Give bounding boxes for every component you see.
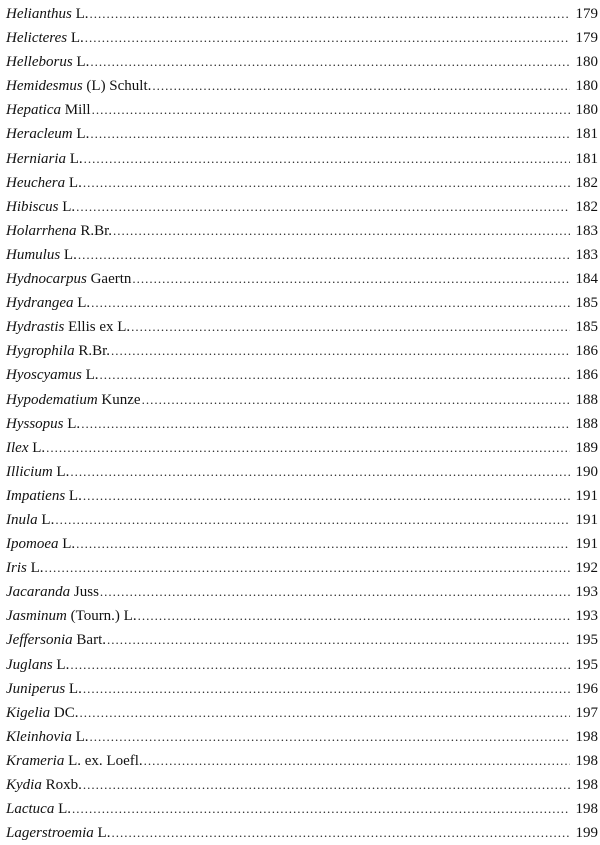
index-entry (6, 701, 598, 725)
entry-name (6, 677, 82, 701)
entry-name (6, 98, 91, 122)
page-number: 195 (575, 656, 598, 673)
author-abbreviation: Kunze (101, 391, 141, 408)
page-number: 183 (575, 246, 598, 263)
dot-leader (55, 508, 570, 532)
dot-leader (70, 653, 570, 677)
index-list (6, 2, 598, 845)
entry-name (6, 725, 89, 749)
author-abbreviation: (L) Schult. (86, 78, 152, 95)
index-entry (6, 122, 598, 146)
page-number: 191 (575, 511, 598, 528)
entry-name (6, 628, 106, 652)
genus-name: Hyoscyamus (6, 367, 82, 384)
genus-name: Helleborus (6, 54, 73, 71)
dot-leader (80, 701, 570, 725)
index-entry (6, 339, 598, 363)
genus-name: Heuchera (6, 174, 66, 191)
dot-leader (113, 219, 570, 243)
entry-name (6, 412, 80, 436)
page-number: 188 (575, 391, 598, 408)
genus-name: Hydnocarpus (6, 271, 87, 288)
index-entry (6, 2, 598, 26)
dot-leader (111, 821, 570, 845)
genus-name: Iris (6, 560, 27, 577)
genus-name: Ilex (6, 439, 29, 456)
index-entry (6, 26, 598, 50)
author-abbreviation: L. (41, 511, 55, 528)
entry-name (6, 122, 89, 146)
genus-name: Jeffersonia (6, 632, 73, 649)
genus-name: Kigelia (6, 704, 51, 721)
dot-leader (72, 797, 570, 821)
entry-name (6, 388, 141, 412)
entry-name (6, 363, 99, 387)
genus-name: Hemidesmus (6, 78, 83, 95)
page-number: 181 (575, 126, 598, 143)
dot-leader (91, 291, 570, 315)
page-number: 199 (575, 825, 598, 842)
author-abbreviation: L. (68, 174, 82, 191)
author-abbreviation: L. (62, 536, 76, 553)
dot-leader (70, 460, 570, 484)
genus-name: Hypodematium (6, 391, 98, 408)
genus-name: Jacaranda (6, 584, 71, 601)
entry-name (6, 773, 82, 797)
author-abbreviation: Gaertn (90, 271, 132, 288)
author-abbreviation: Juss (73, 584, 99, 601)
genus-name: Inula (6, 511, 38, 528)
dot-leader (90, 725, 571, 749)
genus-name: Hepatica (6, 102, 61, 119)
genus-name: Heracleum (6, 126, 73, 143)
page-number: 179 (575, 6, 598, 22)
entry-name (6, 267, 131, 291)
page-number: 196 (575, 680, 598, 697)
genus-name: Krameria (6, 752, 65, 769)
index-entry (6, 388, 598, 412)
entry-name (6, 195, 75, 219)
author-abbreviation: R.Br. (78, 343, 111, 360)
dot-leader (142, 388, 570, 412)
entry-name (6, 821, 110, 845)
genus-name: Hibiscus (6, 198, 59, 215)
dot-leader (85, 26, 570, 50)
page-number: 190 (575, 463, 598, 480)
index-entry (6, 653, 598, 677)
page-number: 198 (575, 728, 598, 745)
author-abbreviation: L. (32, 439, 46, 456)
genus-name: Ipomoea (6, 536, 59, 553)
genus-name: Impatiens (6, 487, 66, 504)
dot-leader (138, 604, 570, 628)
entry-name (6, 243, 77, 267)
author-abbreviation: L. (58, 801, 71, 818)
genus-name: Hyssopus (6, 415, 64, 432)
genus-name: Jasminum (6, 608, 67, 625)
author-abbreviation: L. (85, 367, 99, 384)
index-entry (6, 412, 598, 436)
dot-leader (76, 532, 570, 556)
author-abbreviation: L. ex. Loefl. (68, 752, 143, 769)
index-entry (6, 291, 598, 315)
entry-name (6, 147, 83, 171)
author-abbreviation: Bart. (76, 632, 106, 649)
author-abbreviation: Ellis ex L. (68, 319, 131, 336)
dot-leader (131, 315, 570, 339)
dot-leader (111, 339, 570, 363)
page-number: 186 (575, 367, 598, 384)
genus-name: Juglans (6, 656, 53, 673)
page-number: 185 (575, 295, 598, 312)
page-number: 179 (575, 30, 598, 47)
genus-name: Herniaria (6, 150, 66, 167)
entry-name (6, 436, 45, 460)
entry-name (6, 291, 90, 315)
page-number: 185 (575, 319, 598, 336)
entry-name (6, 484, 82, 508)
entry-name (6, 2, 89, 26)
page-number: 197 (575, 704, 598, 721)
author-abbreviation: L. (77, 295, 91, 312)
index-entry (6, 725, 598, 749)
author-abbreviation: L. (67, 415, 81, 432)
index-entry (6, 219, 598, 243)
index-entry (6, 677, 598, 701)
index-entry (6, 821, 598, 845)
dot-leader (84, 147, 570, 171)
author-abbreviation: R.Br. (80, 222, 112, 239)
index-entry (6, 243, 598, 267)
page-number: 191 (575, 536, 598, 553)
entry-name (6, 604, 137, 628)
entry-name (6, 797, 71, 821)
dot-leader (100, 363, 571, 387)
dot-leader (83, 677, 570, 701)
page-number: 198 (575, 777, 598, 793)
dot-leader (83, 171, 570, 195)
author-abbreviation: L. (75, 6, 89, 22)
genus-name: Hydrangea (6, 295, 74, 312)
author-abbreviation: L. (63, 246, 77, 263)
author-abbreviation: L. (76, 54, 90, 71)
index-entry (6, 50, 598, 74)
entry-name (6, 556, 44, 580)
author-abbreviation: Roxb. (45, 777, 82, 793)
dot-leader (45, 556, 570, 580)
index-entry (6, 580, 598, 604)
page-number: 191 (575, 487, 598, 504)
entry-name (6, 171, 82, 195)
entry-name (6, 50, 89, 74)
entry-name (6, 460, 69, 484)
author-abbreviation: L. (97, 825, 111, 842)
index-entry (6, 315, 598, 339)
index-entry (6, 484, 598, 508)
author-abbreviation: L. (68, 680, 82, 697)
index-entry (6, 436, 598, 460)
dot-leader (76, 195, 570, 219)
genus-name: Kydia (6, 777, 42, 793)
author-abbreviation: DC. (53, 704, 79, 721)
genus-name: Juniperus (6, 680, 66, 697)
page-number: 186 (575, 343, 598, 360)
index-entry (6, 797, 598, 821)
genus-name: Hydrastis (6, 319, 65, 336)
page-number: 180 (575, 102, 598, 119)
index-entry (6, 532, 598, 556)
entry-name (6, 508, 54, 532)
dot-leader (90, 50, 570, 74)
author-abbreviation: L. (56, 656, 70, 673)
index-entry (6, 147, 598, 171)
genus-name: Helianthus (6, 6, 72, 22)
index-entry (6, 171, 598, 195)
index-entry (6, 460, 598, 484)
dot-leader (83, 484, 570, 508)
author-abbreviation: L. (70, 30, 84, 47)
page-number: 192 (575, 560, 598, 577)
author-abbreviation: L. (68, 487, 82, 504)
entry-name (6, 219, 112, 243)
page-number: 189 (575, 439, 598, 456)
index-entry (6, 267, 598, 291)
dot-leader (90, 2, 570, 26)
entry-name (6, 74, 151, 98)
index-entry (6, 749, 598, 773)
author-abbreviation: L. (62, 198, 76, 215)
index-entry (6, 556, 598, 580)
page-number: 198 (575, 801, 598, 818)
author-abbreviation: L. (56, 463, 70, 480)
dot-leader (100, 580, 570, 604)
page-number: 184 (575, 271, 598, 288)
page-number: 188 (575, 415, 598, 432)
dot-leader (78, 243, 570, 267)
entry-name (6, 701, 79, 725)
page-number: 180 (575, 54, 598, 71)
entry-name (6, 749, 143, 773)
index-entry (6, 98, 598, 122)
page-number: 193 (575, 584, 598, 601)
entry-name (6, 653, 69, 677)
index-entry (6, 74, 598, 98)
index-entry (6, 604, 598, 628)
dot-leader (90, 122, 570, 146)
entry-name (6, 532, 75, 556)
dot-leader (83, 773, 570, 797)
dot-leader (107, 628, 570, 652)
entry-name (6, 580, 99, 604)
genus-name: Kleinhovia (6, 728, 72, 745)
page-number: 198 (575, 752, 598, 769)
genus-name: Helicteres (6, 30, 68, 47)
author-abbreviation: L. (76, 126, 90, 143)
index-entry (6, 773, 598, 797)
index-entry (6, 508, 598, 532)
page-number: 180 (575, 78, 598, 95)
index-entry (6, 628, 598, 652)
entry-name (6, 26, 84, 50)
index-entry (6, 363, 598, 387)
page-number: 182 (575, 174, 598, 191)
page-number: 181 (575, 150, 598, 167)
author-abbreviation: L. (69, 150, 83, 167)
dot-leader (46, 436, 570, 460)
dot-leader (152, 74, 570, 98)
page-number: 195 (575, 632, 598, 649)
genus-name: Holarrhena (6, 222, 77, 239)
dot-leader (132, 267, 570, 291)
genus-name: Lactuca (6, 801, 55, 818)
dot-leader (92, 98, 570, 122)
author-abbreviation: (Tourn.) L. (70, 608, 137, 625)
author-abbreviation: L. (75, 728, 89, 745)
entry-name (6, 339, 110, 363)
entry-name (6, 315, 130, 339)
author-abbreviation: Mill (64, 102, 91, 119)
page-number: 183 (575, 222, 598, 239)
page-number: 193 (575, 608, 598, 625)
genus-name: Hygrophila (6, 343, 75, 360)
dot-leader (144, 749, 570, 773)
genus-name: Lagerstroemia (6, 825, 94, 842)
page-number: 182 (575, 198, 598, 215)
dot-leader (81, 412, 570, 436)
genus-name: Illicium (6, 463, 53, 480)
genus-name: Humulus (6, 246, 61, 263)
author-abbreviation: L. (30, 560, 44, 577)
index-entry (6, 195, 598, 219)
